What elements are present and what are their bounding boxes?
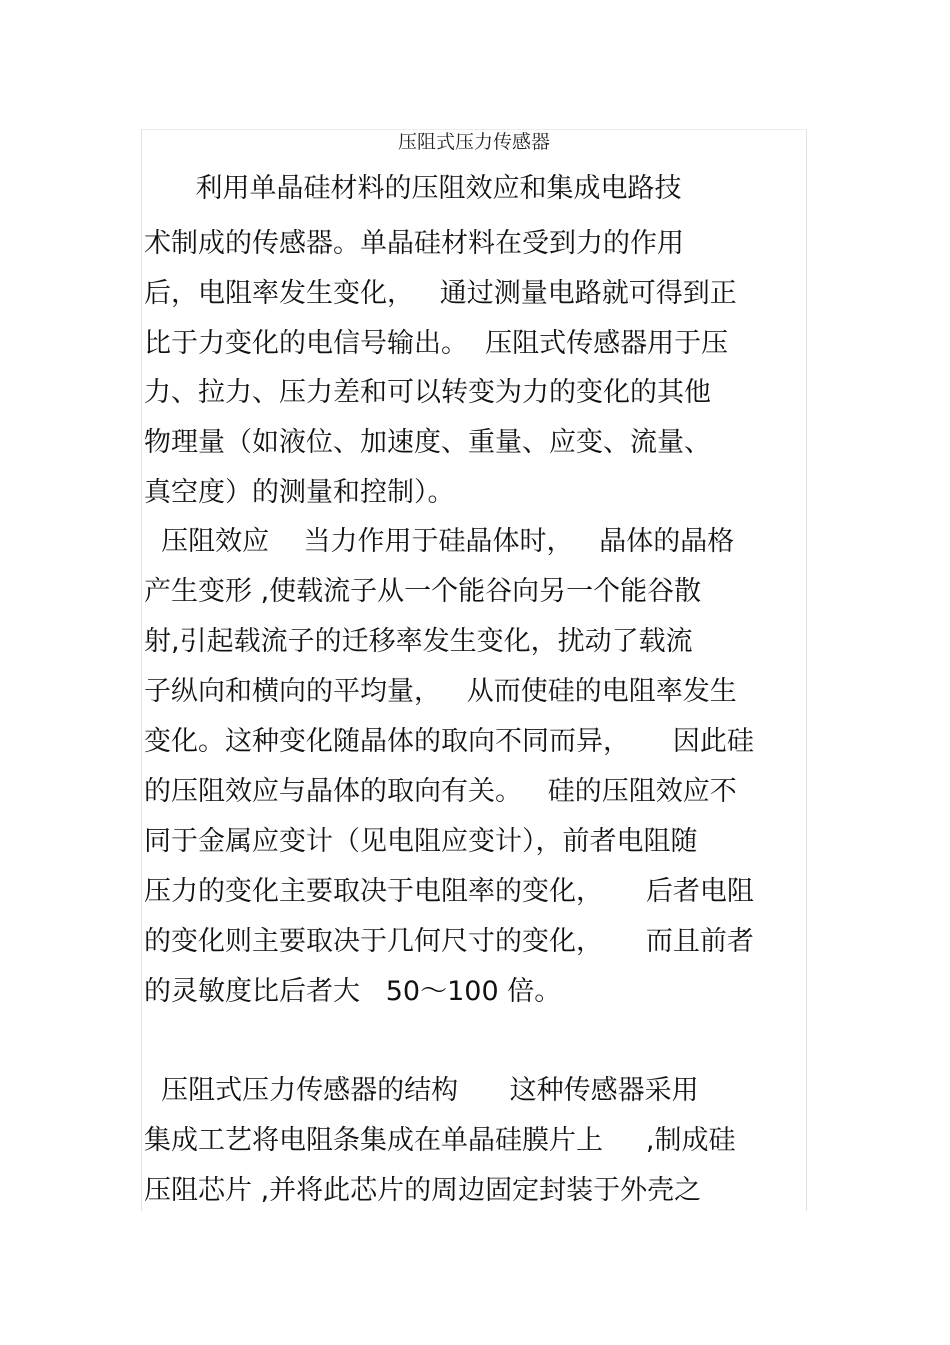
paragraph-line: 压阻式压力传感器的结构 这种传感器采用 xyxy=(144,1075,699,1106)
paragraph-line: 术制成的传感器。单晶硅材料在受到力的作用 xyxy=(144,228,684,259)
paragraph-line: 后，电阻率发生变化， 通过测量电路就可得到正 xyxy=(144,278,737,309)
paragraph-line: 力、拉力、压力差和可以转变为力的变化的其他 xyxy=(144,377,711,408)
paragraph-line: 压阻芯片 ,并将此芯片的周边固定封装于外壳之 xyxy=(144,1175,702,1206)
paragraph-line: 的灵敏度比后者大 50～100 倍。 xyxy=(144,976,562,1007)
paragraph-line: 集成工艺将电阻条集成在单晶硅膜片上 ,制成硅 xyxy=(144,1125,736,1156)
paragraph-line: 变化。这种变化随晶体的取向不同而异， 因此硅 xyxy=(144,726,754,757)
paragraph-line: 压阻效应 当力作用于硅晶体时， 晶体的晶格 xyxy=(144,526,735,557)
paragraph-line: 物理量（如液位、加速度、重量、应变、流量、 xyxy=(144,427,711,458)
paragraph-line: 射,引起载流子的迁移率发生变化，扰动了载流 xyxy=(144,626,693,657)
paragraph-line: 利用单晶硅材料的压阻效应和集成电路技 xyxy=(144,173,682,204)
paragraph-line: 子纵向和横向的平均量， 从而使硅的电阻率发生 xyxy=(144,676,737,707)
paragraph-line: 真空度）的测量和控制）。 xyxy=(144,477,455,508)
document-title: 压阻式压力传感器 xyxy=(397,131,550,153)
paragraph-line: 产生变形 ,使载流子从一个能谷向另一个能谷散 xyxy=(144,576,702,607)
paragraph-line: 比于力变化的电信号输出。 压阻式传感器用于压 xyxy=(144,328,729,359)
paragraph-line: 的变化则主要取决于几何尺寸的变化， 而且前者 xyxy=(144,926,754,957)
paragraph-line: 压力的变化主要取决于电阻率的变化， 后者电阻 xyxy=(144,876,754,907)
paragraph-line: 的压阻效应与晶体的取向有关。 硅的压阻效应不 xyxy=(144,776,737,807)
paragraph-line: 同于金属应变计（见电阻应变计），前者电阻随 xyxy=(144,826,698,857)
